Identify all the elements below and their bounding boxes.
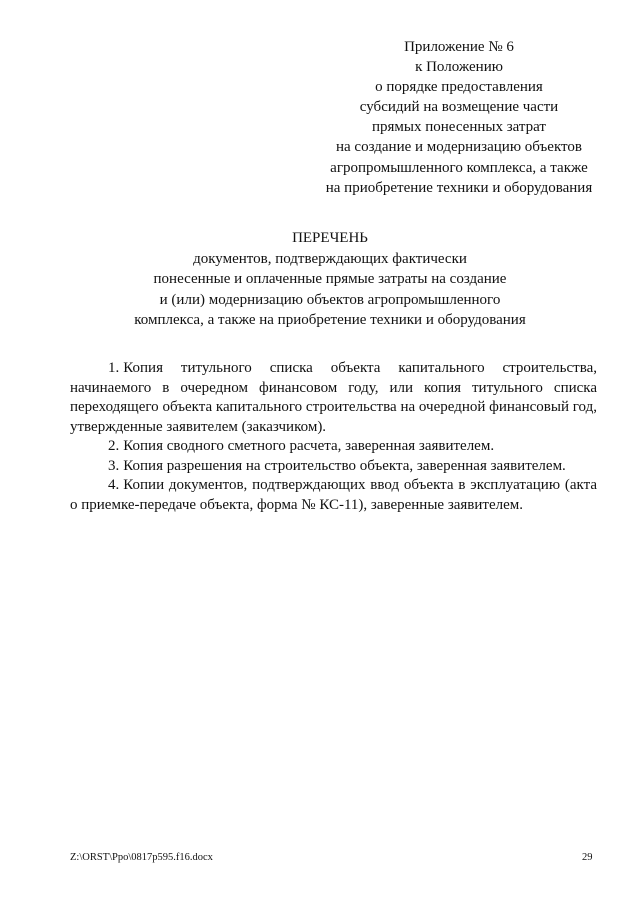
documents-list	[70, 359, 597, 515]
document-title-block	[60, 228, 600, 331]
footer-file-path: Z:\ORST\Ppo\0817p595.f16.docx	[70, 852, 213, 863]
appendix-line: агропромышленного комплекса, а также	[330, 159, 588, 176]
document-subtitle-line: и (или) модернизацию объектов агропромышленного	[159, 291, 501, 308]
document-subtitle-line: документов, подтверждающих фактически	[193, 250, 467, 267]
document-subtitle-line: комплекса, а также на приобретение техники и оборудования	[134, 312, 526, 328]
appendix-line: прямых понесенных затрат	[372, 119, 546, 136]
appendix-line: на создание и модернизацию объектов	[336, 139, 582, 156]
list-item-text: Копии документов, подтверждающих ввод объекта в эксплуатацию (акта о приемке-передаче объекта, форма № КС-11), заверенные заявителем.	[70, 477, 597, 513]
appendix-line: Приложение № 6	[404, 39, 514, 55]
list-item-text: Копия разрешения на строительство объекта, заверенная заявителем.	[123, 457, 566, 474]
list-item	[70, 359, 597, 437]
list-item-number: 2.	[108, 438, 120, 454]
list-item-text: Копия титульного списка объекта капитального строительства, начинаемого в очередном финансовом году, или копия титульного списка переходящего объекта капитального строительства на очередной финансовый год, утвержденные заявителем (заказчиком).	[70, 360, 597, 435]
appendix-header	[300, 37, 618, 198]
list-item-number: 3.	[108, 457, 120, 474]
list-item	[70, 457, 597, 477]
list-item-number: 1.	[108, 360, 120, 376]
document-heading: ПЕРЕЧЕНЬ	[292, 230, 368, 246]
document-subtitle-line: понесенные и оплаченные прямые затраты на создание	[153, 271, 507, 287]
appendix-line: о порядке предоставления	[375, 79, 543, 96]
appendix-line: субсидий на возмещение части	[359, 99, 559, 116]
list-item	[70, 476, 597, 515]
list-item-number: 4.	[108, 477, 120, 493]
list-item	[70, 437, 597, 457]
footer-page-number: 29	[582, 852, 593, 863]
list-item-text: Копия сводного сметного расчета, заверенная заявителем.	[123, 438, 495, 454]
appendix-line: к Положению	[415, 59, 503, 76]
appendix-line: на приобретение техники и оборудования	[325, 179, 593, 196]
